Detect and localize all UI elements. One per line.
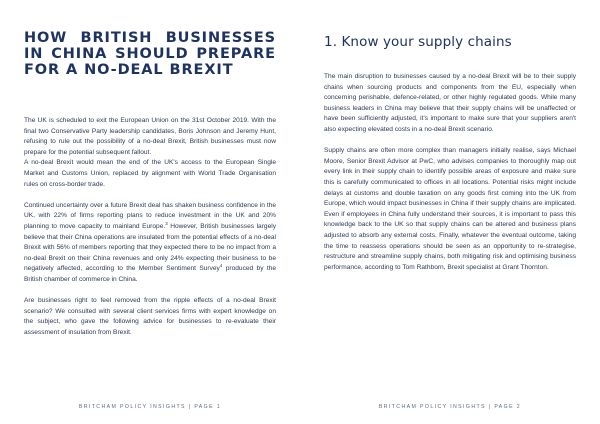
uncertainty-text-2: However, British businesses largely believe that their China operations are insulated from the potential effects of a no-deal Brexit with 56% of members reporting that they expected there to be no impact from a no-deal Brexit on their China revenues and only 24% expecting their business to be negatively affected, according to the Member Sentiment Survey [24,222,277,273]
page-2-body [324,72,576,284]
paragraph-supply-disruption: The main disruption to businesses caused by a no-deal Brexit will be to their supply chains when sourcing products and components from the EU, especially when concerning perishable, defence-related, or other highly regulated goods. While many business leaders in China may believe that their supply chains will be unaffected or have been sufficiently adjusted, it's important to make sure that your suppliers aren't also expecting elevated costs in a no-deal Brexit scenario. [324,73,576,133]
paragraph-no-deal-meaning: A no-deal Brexit would mean the end of the UK's access to the European Single Market and Customs Union, replaced by alignment with World Trade Organisation rules on cross-border trade. [24,159,276,188]
page-2-footer: BRITCHAM POLICY INSIGHTS | PAGE 2 [378,404,522,410]
section-heading: 1. Know your supply chains [324,34,512,50]
uncertainty-text-3: produced by the British chamber of commerce in China. [24,265,277,283]
page-1-footer: BRITCHAM POLICY INSIGHTS | PAGE 1 [78,404,222,410]
paragraph-intro: The UK is scheduled to exit the European Union on the 31st October 2019. With the final two Conservative Party leadership candidates, Boris Johnson and Jeremy Hunt, refusing to rule out the possibility of a no-deal Brexit, British businesses must now prepare for the potential subsequent fallout. [24,117,276,156]
paragraph-supply-complexity: Supply chains are often more complex than managers initially realise, says Michael Moore, Senior Brexit Advisor at PwC, who advises companies to thoroughly map out every link in their supply chain to identify possible areas of exposure and make sure this is carefully communicated to offices in all locations. Potential risks might include delays at customs and double taxation on any goods first coming into the UK from Europe, which would impact businesses in China if their supply chains are implicated. Even if employees in China fully understand their sources, it is important to pass this knowledge back to the UK so that supply chains can be altered and business plans adjusted to absorb any external costs. Finally, whatever the eventual outcome, taking the time to reassess operations should be seen as an opportunity to re-strategise, restructure and streamline supply chains, both mitigating risk and optimising business performance, according to Tom Rathborn, Brexit specialist at Grant Thornton. [324,147,576,271]
footnote-3: 3 [165,220,168,226]
page-2 [300,0,600,424]
page-1-body [24,116,276,349]
paragraph-consultation: Are businesses right to feel removed from the ripple effects of a no-deal Brexit scenario? We consulted with several client services firms with expert knowledge on the subject, who gave the following advice for businesses to re-evaluate their assessment of insulation from Brexit. [24,297,276,336]
page-title: HOW BRITISH BUSINESSES IN CHINA SHOULD PREPARE FOR A NO-DEAL BREXIT [24,30,276,78]
paragraph-uncertainty [24,201,276,286]
footnote-4: 4 [219,263,223,269]
uncertainty-text-1: Continued uncertainty over a future Brexit deal has shaken business confidence in the UK, with 22% of firms reporting plans to reduce investment in the UK and 20% planning to move capacity to mainland Europe. [24,201,276,230]
